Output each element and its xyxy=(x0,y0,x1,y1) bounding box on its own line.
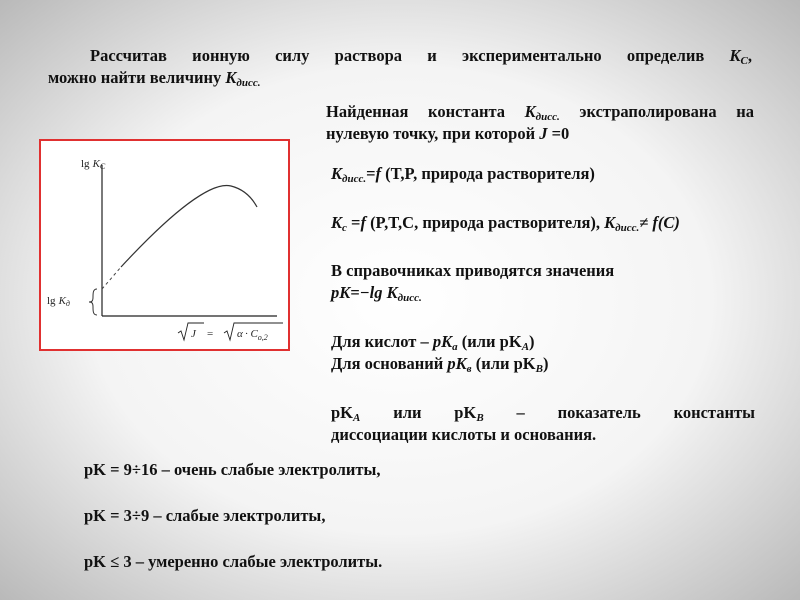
classification-weak: pK = 3÷9 – слабые электролиты, xyxy=(84,506,326,525)
formula-kc: $K_c =f$ (P,T,C, природа растворителя), $K_{дисс.}\ne f(C)$ xyxy=(331,213,680,234)
intro-line-2: можно найти величину $K_{дисс.}$ xyxy=(48,68,261,89)
classification-very-weak: pK = 9÷16 – очень слабые электролиты, xyxy=(84,460,381,479)
intro-paragraph xyxy=(48,45,752,89)
extrapolation-line-1: Найденная константа $K_{дисс.}$ экстраполирована на xyxy=(326,102,754,123)
extrapolation-line-2: нулевую точку, при которой J =0 xyxy=(326,124,570,143)
acids-line: Для кислот – $pK_a$ (или $pK_A$) xyxy=(331,332,535,353)
bases-line: Для оснований $pK_в$ (или $pK_B$) xyxy=(331,354,549,375)
bracket-icon xyxy=(89,289,97,315)
reference-line-1: В справочниках приводятся значения xyxy=(331,261,615,280)
intro-line-1: Рассчитав ионную силу раствора и экспериментально определив $K_C$, xyxy=(90,46,752,67)
formula-kdiss: $K_{дисс.}=f$ (T,P, природа растворителя) xyxy=(331,164,595,185)
dependence-curve xyxy=(121,185,257,267)
graph-frame xyxy=(39,139,290,351)
y-label-top: lg KC xyxy=(81,158,106,171)
classification-list xyxy=(84,459,684,597)
dependence-graph xyxy=(41,141,288,349)
classification-moderate: pK ≤ 3 – умеренно слабые электролиты. xyxy=(84,552,383,571)
reference-line-2: pK=−lg $K_{дисс.}$ xyxy=(331,283,422,304)
y-label-bottom: lg Kд xyxy=(47,295,70,308)
extrapolation-line xyxy=(102,267,121,289)
extrapolation-paragraph xyxy=(326,101,754,145)
right-column xyxy=(331,163,755,446)
x-axis-label: $J = \alpha \cdot C_{o,2}$ xyxy=(191,328,268,342)
definition-line-1: $pK_A$ или $pK_B$ – показатель константы xyxy=(331,403,755,424)
definition-line-2: диссоциации кислоты и основания. xyxy=(331,425,597,444)
